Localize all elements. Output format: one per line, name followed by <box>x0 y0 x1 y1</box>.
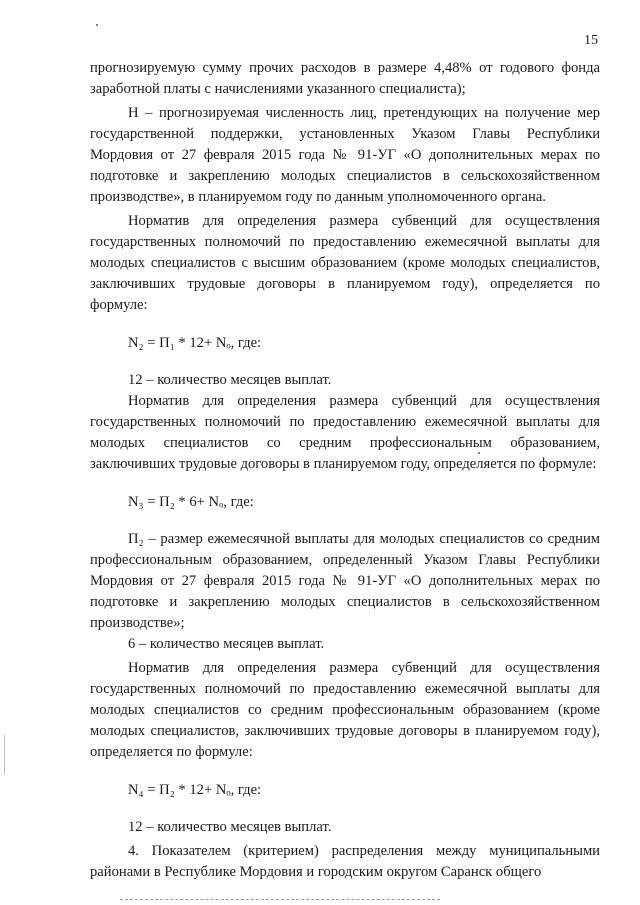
paragraph-12-months: 12 – количество месяцев выплат. <box>128 372 332 388</box>
paragraph-expenses-continuation: прогнозируемую сумму прочих расходов в размере 4,48% от годового фонда заработной платы с начислениями указанного специалиста); <box>90 60 600 97</box>
paragraph-p2-definition: П₂ – размер ежемесячной выплаты для молодых специалистов со средним профессиональным образованием, определенный Указом Главы Республики Мордовия от 27 февраля 2015 года № 91-УГ «О дополнительных мерах по подготовке и закреплению молодых специалистов в сельскохозяйственном производстве»; <box>90 531 600 631</box>
scan-speck <box>96 24 98 26</box>
scan-edge-mark <box>4 735 5 775</box>
page-number: 15 <box>584 33 598 48</box>
paragraph-h-definition: Н – прогнозируемая численность лиц, претендующих на получение мер государственной поддержки, установленных Указом Главы Республики Мордовия от 27 февраля 2015 года № 91-УГ «О дополнительных мерах по подготовке и закреплению молодых специалистов в сельскохозяйственном производстве», в планируемом году по данным уполномоченного органа. <box>90 105 600 205</box>
paragraph-norm-secondary-contracted: Норматив для определения размера субвенций для осуществления государственных полномочий по предоставлению ежемесячной выплаты для молодых специалистов со средним профессиональным образованием, заключивших трудовые договоры в планируемом году, определяется по формуле: <box>90 393 600 472</box>
paragraph-norm-higher-education: Норматив для определения размера субвенций для осуществления государственных полномочий по предоставлению ежемесячной выплаты для молодых специалистов с высшим образованием (кроме молодых специалистов, заключивших трудовые договоры в планируемом году), определяется по формуле: <box>90 213 600 313</box>
formula-n2: N₂ = П₁ * 12+ Nₒ, где: <box>128 335 262 351</box>
paragraph-norm-secondary: Норматив для определения размера субвенций для осуществления государственных полномочий по предоставлению ежемесячной выплаты для молодых специалистов со средним профессиональным образованием (кроме молодых специалистов, заключивших трудовые договоры в планируемом году), определяется по формуле: <box>90 660 600 760</box>
paragraph-distribution-indicator: 4. Показателем (критерием) распределения между муниципальными районами в Республике Мордовия и городским округом Саранск общего <box>90 843 600 880</box>
paragraph-12-months-second: 12 – количество месяцев выплат. <box>128 819 332 835</box>
document-body <box>90 58 600 883</box>
formula-n4: N₄ = П₂ * 12+ Nₒ, где: <box>128 782 262 798</box>
formula-n3: N₃ = П₂ * 6+ Nₒ, где: <box>128 494 254 510</box>
paragraph-6-months: 6 – количество месяцев выплат. <box>128 636 325 652</box>
scan-bottom-artifact <box>120 899 440 900</box>
scan-speck <box>478 452 480 454</box>
